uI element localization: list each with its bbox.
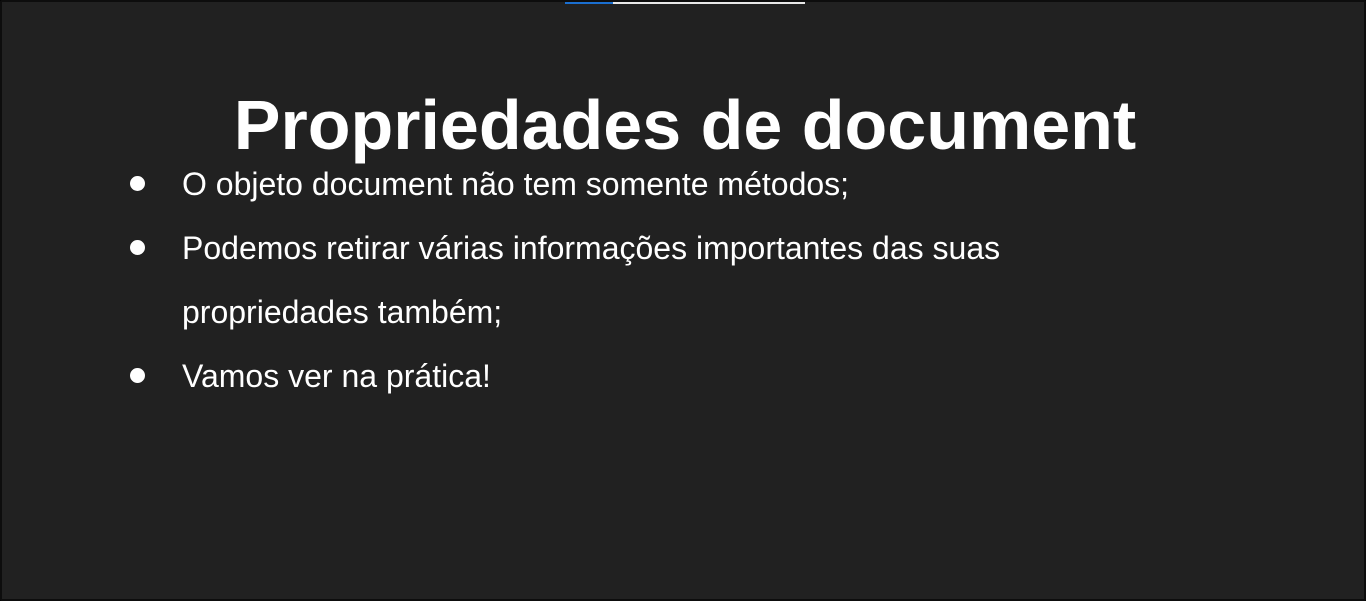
slide-progress-indicator <box>565 2 805 4</box>
bullet-dot-icon <box>130 368 145 383</box>
progress-indicator-track <box>613 2 805 4</box>
bullet-item <box>122 344 1122 408</box>
bullet-text: O objeto document não tem somente métodos; <box>182 166 850 202</box>
bullet-item <box>122 216 1122 344</box>
bullet-dot-icon <box>130 240 145 255</box>
bullet-dot-icon <box>130 176 145 191</box>
bullet-text: Vamos ver na prática! <box>182 358 491 394</box>
bullet-text: Podemos retirar várias informações importantes das suas propriedades também; <box>182 230 1001 330</box>
progress-indicator-accent <box>565 2 613 4</box>
slide-title: Propriedades de document <box>233 85 1137 164</box>
bullet-list <box>122 152 1122 408</box>
bullet-item <box>122 152 1122 216</box>
